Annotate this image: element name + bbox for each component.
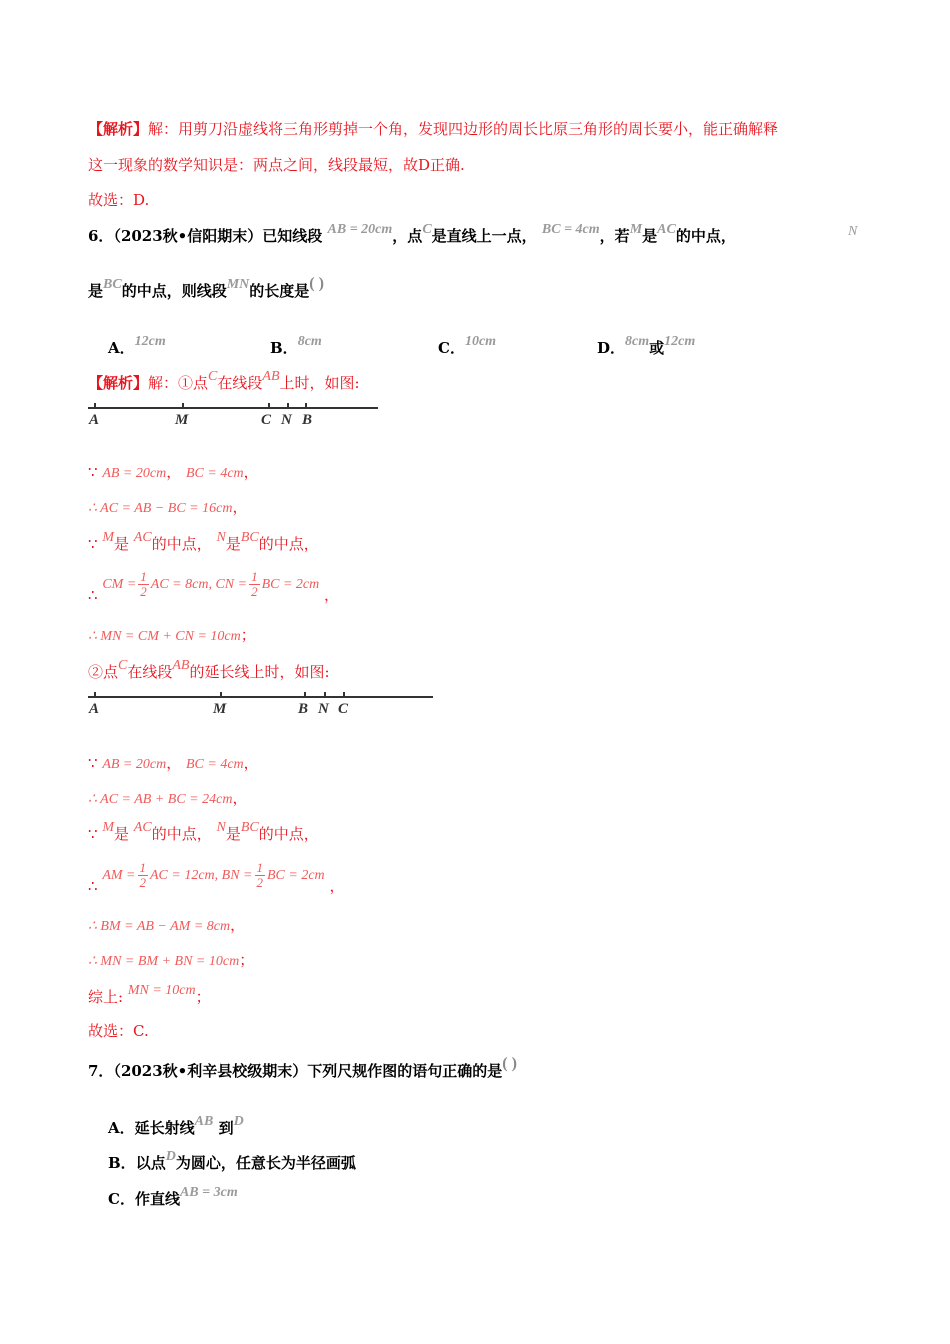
point-label-n: N: [281, 412, 292, 428]
analysis-tag: 【解析】: [88, 374, 149, 392]
summary-line: 综上: MN = 10cm；: [88, 983, 211, 1006]
point-label-b: B: [302, 412, 313, 428]
line-diagram-case-2: [88, 689, 438, 725]
question-6-line-1: 6．（2023秋•信阳期末）已知线段 AB = 20cm，点C是直线上一点， BC = 4cm，若M是AC的中点，: [88, 222, 736, 245]
step-11: ∴ MN = BM + BN = 10cm；: [88, 951, 255, 969]
option-c[interactable]: C．作直线AB = 3cm: [108, 1185, 238, 1208]
q6-var-n: N: [848, 224, 858, 239]
step-4: ∴ CM = $\frac{1}{2}$ AC = 8cm, CN = $\frac{1}{2}$ BC = 2cm ，: [88, 568, 340, 604]
point-label-a: A: [89, 701, 100, 717]
point-label-c: C: [261, 412, 272, 428]
step-10: ∴ BM = AB − AM = 8cm，: [88, 916, 246, 934]
option-b[interactable]: B．以点D为圆心，任意长为半径画弧: [108, 1149, 356, 1172]
option-a[interactable]: A．12cm: [108, 334, 166, 357]
answer-line-6: 故选：C.: [88, 1022, 149, 1040]
option-b[interactable]: B．8cm: [270, 334, 322, 357]
point-label-c: C: [338, 701, 349, 717]
question-7: 7．（2023秋•利辛县校级期末）下列尺规作图的语句正确的是( ): [88, 1055, 517, 1080]
step-6: ∵ AB = 20cm， BC = 4cm，: [88, 754, 259, 772]
step-5: ∴ MN = CM + CN = 10cm；: [88, 626, 256, 644]
solution-case-2: ②点C在线段AB的延长线上时，如图:: [88, 658, 330, 681]
step-7: ∴ AC = AB + BC = 24cm，: [88, 789, 248, 807]
question-6-line-2: 是BC的中点，则线段MN的长度是( ): [88, 275, 324, 300]
step-3: ∵ M是 AC的中点， N是BC的中点，: [88, 530, 319, 553]
line-diagram-case-1: [88, 400, 388, 436]
step-8: ∵ M是 AC的中点， N是BC的中点，: [88, 820, 319, 843]
option-c[interactable]: C．10cm: [438, 334, 497, 357]
analysis-line-2: 这一现象的数学知识是：两点之间，线段最短，故D正确.: [88, 156, 465, 174]
point-label-n: N: [318, 701, 329, 717]
point-label-a: A: [89, 412, 100, 428]
answer-line: 故选：D.: [88, 191, 150, 209]
option-a[interactable]: A．延长射线AB 到D: [108, 1114, 244, 1137]
analysis-tag: 【解析】: [88, 120, 149, 138]
step-2: ∴ AC = AB − BC = 16cm，: [88, 498, 248, 516]
point-label-m: M: [213, 701, 227, 717]
step-1: ∵ AB = 20cm， BC = 4cm，: [88, 463, 259, 481]
step-9: ∴ AM = $\frac{1}{2}$ AC = 12cm, BN = $\frac{1}{2}$ BC = 2cm ，: [88, 859, 345, 895]
option-d[interactable]: D．8cm或12cm: [597, 334, 696, 357]
point-label-m: M: [175, 412, 189, 428]
solution-case-1: 【解析】解：①点C在线段AB上时，如图:: [88, 369, 360, 392]
analysis-line-1: 【解析】解：用剪刀沿虚线将三角形剪掉一个角，发现四边形的周长比原三角形的周长要小，能正确解释: [88, 120, 779, 138]
point-label-b: B: [298, 701, 309, 717]
